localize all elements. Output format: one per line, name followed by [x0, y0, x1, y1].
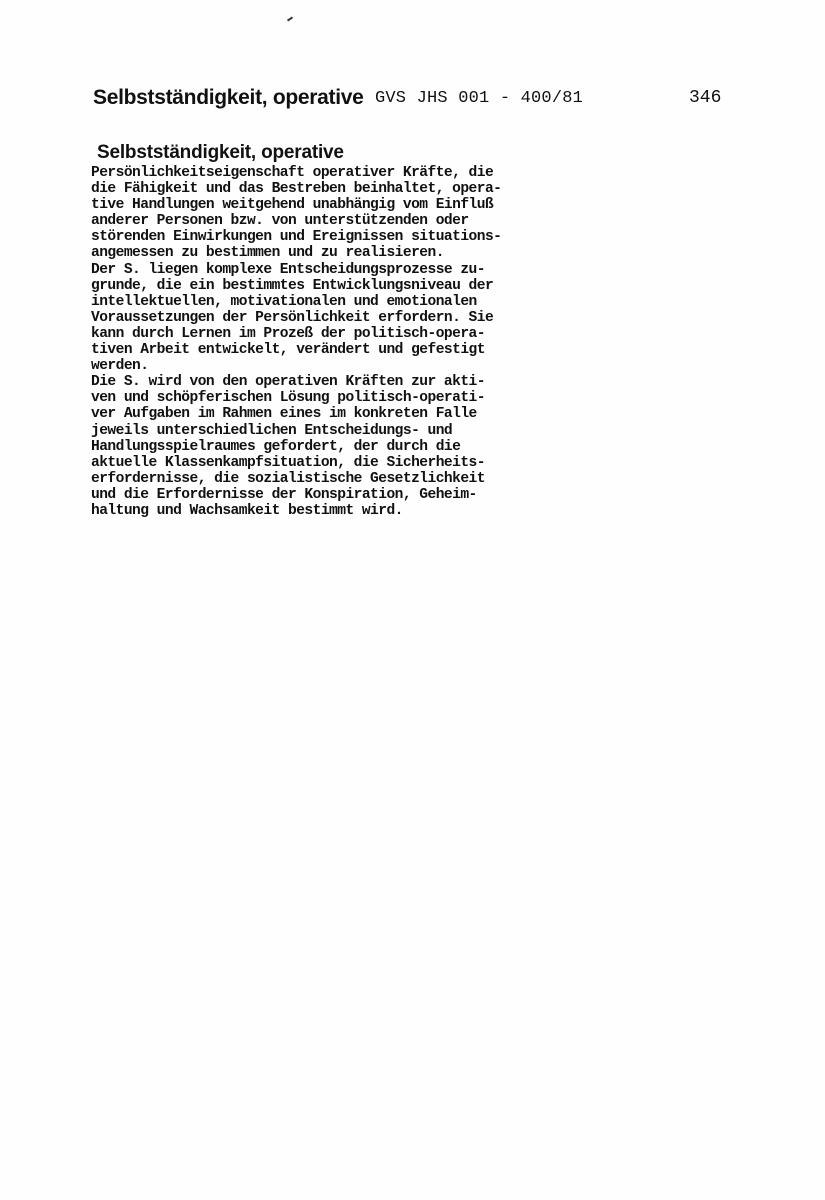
page-number: 346: [689, 88, 722, 108]
text-line: tive Handlungen weitgehend unabhängig vom Einfluß: [91, 197, 494, 214]
text-line: werden.: [91, 358, 149, 375]
text-line: intellektuellen, motivationalen und emotionalen: [91, 293, 477, 310]
running-head-title: Selbstständigkeit, operative: [93, 86, 364, 109]
text-line: Voraussetzungen der Persönlichkeit erfordern. Sie: [91, 309, 494, 326]
text-line: Der S. liegen komplexe Entscheidungsprozesse zu-: [91, 261, 485, 278]
text-line: Die S. wird von den operativen Kräften zur akti-: [91, 374, 485, 391]
text-line: Handlungsspielraumes gefordert, der durch die: [91, 438, 461, 455]
text-line: anderer Personen bzw. von unterstützenden oder: [91, 213, 469, 230]
text-line: erfordernisse, die sozialistische Gesetzlichkeit: [91, 470, 485, 487]
entry-body: [91, 165, 611, 519]
running-head: [93, 86, 733, 116]
entry-heading: Selbstständigkeit, operative: [97, 142, 344, 163]
text-line: und die Erfordernisse der Konspiration, Geheim-: [91, 486, 477, 503]
text-line: ven und schöpferischen Lösung politisch-operati-: [91, 390, 485, 407]
text-line: die Fähigkeit und das Bestreben beinhaltet, opera-: [91, 181, 502, 198]
text-line: Persönlichkeitseigenschaft operativer Kräfte, die: [91, 165, 494, 181]
text-line: ver Aufgaben im Rahmen eines im konkreten Falle: [91, 406, 477, 423]
text-line: angemessen zu bestimmen und zu realisieren.: [91, 245, 444, 262]
text-line: tiven Arbeit entwickelt, verändert und gefestigt: [91, 342, 485, 359]
text-line: aktuelle Klassenkampfsituation, die Sicherheits-: [91, 454, 485, 471]
text-line: haltung und Wachsamkeit bestimmt wird.: [91, 502, 403, 519]
text-line: kann durch Lernen im Prozeß der politisch-opera-: [91, 325, 485, 342]
text-line: störenden Einwirkungen und Ereignissen situations-: [91, 229, 502, 246]
stray-pen-mark: [287, 16, 293, 21]
document-code: GVS JHS 001 - 400/81: [375, 89, 584, 108]
text-line: grunde, die ein bestimmtes Entwicklungsniveau der: [91, 277, 494, 294]
text-line: jeweils unterschiedlichen Entscheidungs- und: [91, 422, 453, 439]
